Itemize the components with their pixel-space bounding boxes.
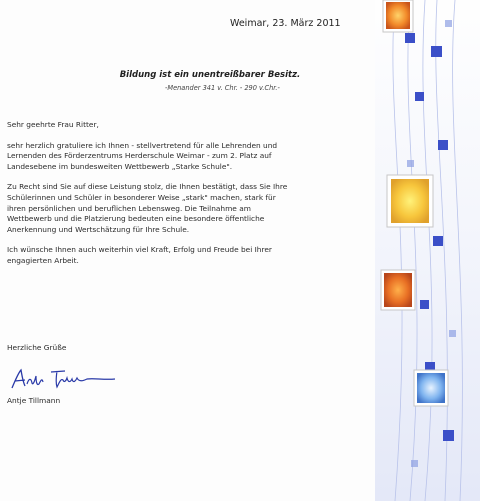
paragraph-recognition bbox=[7, 182, 372, 235]
flower-photo-icon bbox=[387, 175, 433, 227]
decorative-border bbox=[375, 0, 480, 501]
closing: Herzliche Grüße bbox=[7, 343, 67, 352]
motto-source: -Menander 341 v. Chr. - 290 v.Chr.- bbox=[165, 84, 280, 92]
flower-photo-icon bbox=[381, 270, 415, 310]
body-line: ihren persönlichen und beruflichen Lebensweg. Die Teilnahme am bbox=[7, 203, 251, 213]
body-line: Schülerinnen und Schüler in besonderer Weise „stark" machen, stark für bbox=[7, 192, 276, 202]
paragraph-congratulation bbox=[7, 141, 372, 173]
letter-body bbox=[7, 120, 372, 277]
salutation: Sehr geehrte Frau Ritter, bbox=[7, 120, 99, 129]
flower-photo-icon bbox=[383, 0, 413, 32]
body-line: sehr herzlich gratuliere ich Ihnen - stellvertretend für alle Lehrenden und bbox=[7, 140, 278, 150]
motto: Bildung ist ein unentreißbarer Besitz. bbox=[119, 70, 301, 80]
body-line: Ich wünsche Ihnen auch weiterhin viel Kraft, Erfolg und Freude bei Ihrer bbox=[7, 245, 272, 255]
paragraph-wishes bbox=[7, 245, 372, 266]
body-line: engagierten Arbeit. bbox=[7, 255, 79, 265]
body-line: Lernenden des Förderzentrums Herderschule Weimar - zum 2. Platz auf bbox=[7, 151, 272, 161]
flower-photo-icon bbox=[414, 370, 448, 406]
letter-date: Weimar, 23. März 2011 bbox=[230, 18, 341, 29]
body-line: Wettbewerb und die Platzierung bedeuten eine besondere öffentliche bbox=[7, 214, 265, 224]
body-line: Anerkennung und Wertschätzung für Ihre Schule. bbox=[7, 224, 190, 234]
signer-name: Antje Tillmann bbox=[7, 396, 61, 405]
body-line: Landesebene im bundesweiten Wettbewerb „Starke Schule". bbox=[7, 161, 233, 171]
body-line: Zu Recht sind Sie auf diese Leistung stolz, die Ihnen bestätigt, dass Sie Ihre bbox=[7, 182, 288, 192]
handwritten-signature bbox=[9, 366, 119, 396]
